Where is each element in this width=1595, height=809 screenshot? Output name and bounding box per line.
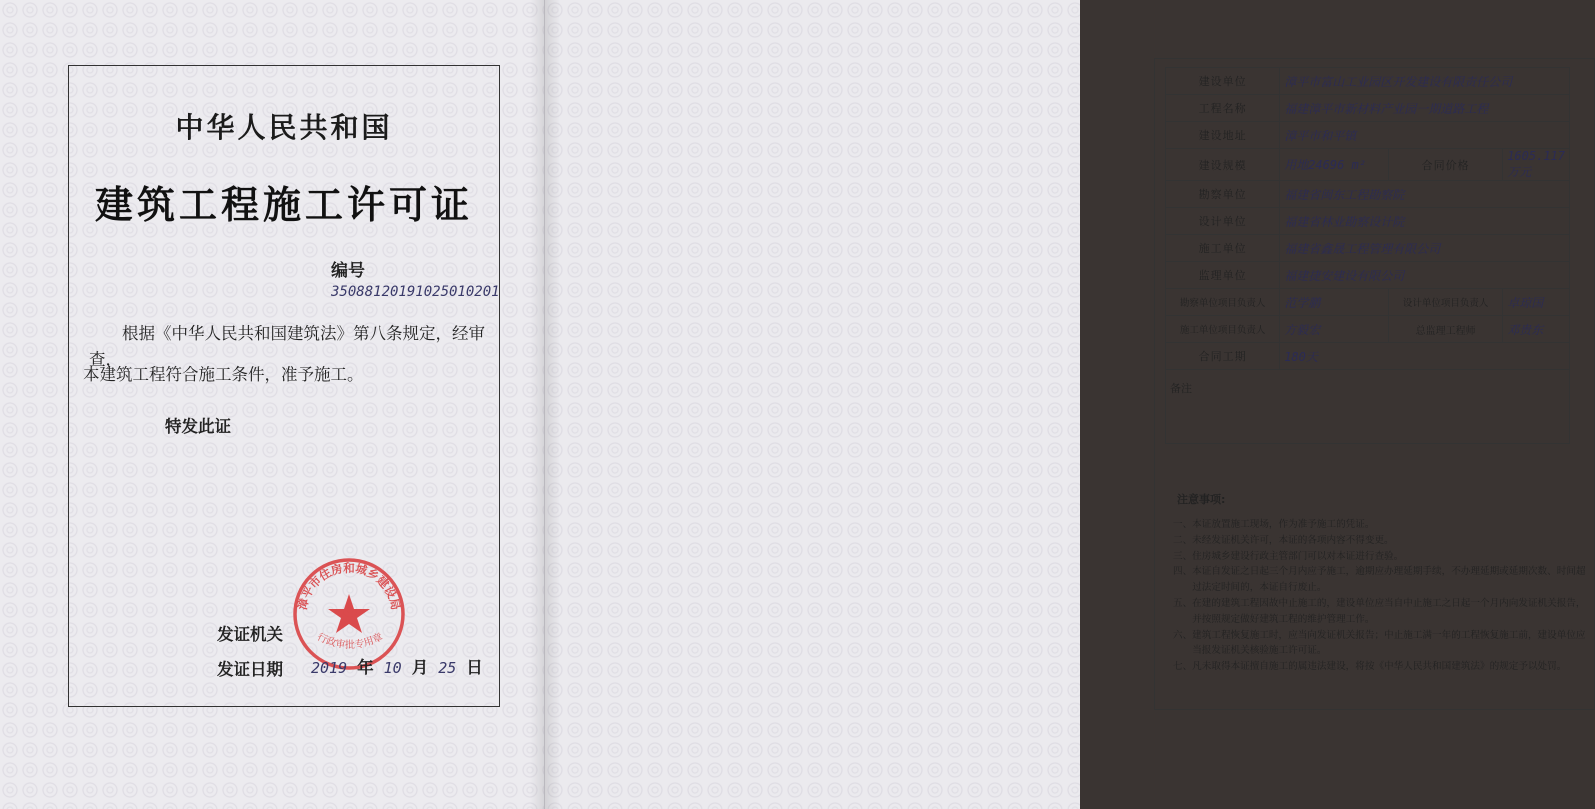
table-row	[1166, 181, 1570, 208]
row-label: 建设规模	[1166, 149, 1280, 181]
list-item: 五、在建的建筑工程因故中止施工的，建设单位应当自中止施工之日起一个月内向发证机关报告，并按照规定做好建筑工程的维护管理工作。	[1173, 597, 1586, 625]
table-row	[1166, 370, 1570, 444]
list-item: 二、未经发证机关许可，本证的各项内容不得变更。	[1173, 534, 1394, 546]
table-row	[1166, 289, 1570, 316]
row-value: 漳平市和平镇	[1280, 122, 1570, 149]
list-item: 七、凡未取得本证擅自施工的属违法建设，将按《中华人民共和国建筑法》的规定予以处罚。	[1173, 661, 1567, 673]
date-month-unit: 月	[411, 658, 429, 677]
row-label: 设计单位	[1166, 208, 1280, 235]
row-label: 建设地址	[1166, 122, 1280, 149]
row-value: 180天	[1280, 343, 1570, 370]
table-row	[1166, 122, 1570, 149]
notes-title: 注意事项:	[1177, 493, 1226, 506]
row-value: 福建捷安建设有限公司	[1280, 262, 1570, 289]
table-row	[1166, 235, 1570, 262]
row-value: 福建省闽东工程勘察院	[1280, 181, 1570, 208]
table-row	[1166, 208, 1570, 235]
left-page	[0, 0, 545, 809]
row-value-2: 1605.117 万元	[1503, 149, 1570, 181]
country-heading: 中华人民共和国	[175, 111, 393, 144]
row-label: 合同工期	[1166, 343, 1280, 370]
body-line-2: 本建筑工程符合施工条件，准予施工。	[83, 365, 364, 384]
date-month: 10	[383, 659, 402, 677]
row-value: 漳平市富山工业园区开发建设有限责任公司	[1280, 68, 1570, 95]
list-item: 四、本证自发证之日起三个月内应予施工，逾期应办理延期手续，不办理延期或延期次数、时间超过法定时间的，本证自行废止。	[1173, 566, 1586, 594]
right-frame	[1154, 58, 1595, 710]
row-label: 勘察单位项目负责人	[1166, 289, 1280, 316]
page-fold	[530, 0, 560, 809]
svg-text:行政审批专用章: 行政审批专用章	[315, 631, 385, 652]
issue-date-value	[311, 654, 493, 678]
row-value: 用地24696 m²	[1280, 149, 1389, 181]
row-label: 勘察单位	[1166, 181, 1280, 208]
row-label: 施工单位	[1166, 235, 1280, 262]
remark-cell: 备注	[1166, 370, 1570, 444]
date-year: 2019	[311, 659, 348, 677]
row-label-2: 设计单位项目负责人	[1388, 289, 1502, 316]
table-row	[1166, 343, 1570, 370]
issue-date-label: 发证日期	[217, 660, 283, 679]
right-page	[545, 0, 1586, 809]
date-day-unit: 日	[466, 658, 483, 677]
date-year-unit: 年	[357, 658, 374, 677]
list-item: 六、建筑工程恢复施工时，应当向发证机关报告；中止施工满一年的工程恢复施工前，建设单位应当报发证机关核验施工许可证。	[1173, 629, 1586, 657]
left-frame	[68, 65, 500, 707]
list-item: 三、住房城乡建设行政主管部门可以对本证进行查验。	[1173, 550, 1404, 562]
date-day: 25	[438, 659, 457, 677]
row-label: 工程名称	[1166, 95, 1280, 122]
table-row	[1166, 149, 1570, 181]
svg-text:漳平市住房和城乡建设局: 漳平市住房和城乡建设局	[295, 560, 403, 612]
table-row	[1166, 68, 1570, 95]
row-value-2: 邓贵东	[1503, 316, 1570, 343]
notes-list	[1173, 517, 1588, 675]
table-row	[1166, 316, 1570, 343]
number-label: 编号	[331, 261, 365, 281]
table-row	[1166, 95, 1570, 122]
certificate-title: 建筑工程施工许可证	[94, 183, 473, 227]
list-item: 一、本证放置施工现场，作为准予施工的凭证。	[1173, 519, 1375, 530]
table-row	[1166, 262, 1570, 289]
row-label: 监理单位	[1166, 262, 1280, 289]
special-issue-text: 特发此证	[165, 417, 231, 436]
certificate-number	[331, 256, 500, 301]
row-label-2: 合同价格	[1388, 149, 1502, 181]
body-line-1: 根据《中华人民共和国建筑法》第八条规定，经审查，	[89, 324, 485, 369]
row-value-2: 卓琼国	[1503, 289, 1570, 316]
row-label: 施工单位项目负责人	[1166, 316, 1280, 343]
row-value: 方毅宏	[1280, 316, 1389, 343]
row-label-2: 总监理工程师	[1388, 316, 1502, 343]
permit-info-table	[1165, 67, 1570, 444]
row-value: 范学鹏	[1280, 289, 1389, 316]
row-value: 福建漳平市新材料产业园一期道路工程	[1280, 95, 1570, 122]
row-label: 建设单位	[1166, 68, 1280, 95]
row-value: 福建省林业勘察设计院	[1280, 208, 1570, 235]
number-value: 35088120191025010201	[331, 284, 500, 300]
issuer-label: 发证机关	[217, 625, 283, 644]
row-value: 福建省鑫晟工程管理有限公司	[1280, 235, 1570, 262]
